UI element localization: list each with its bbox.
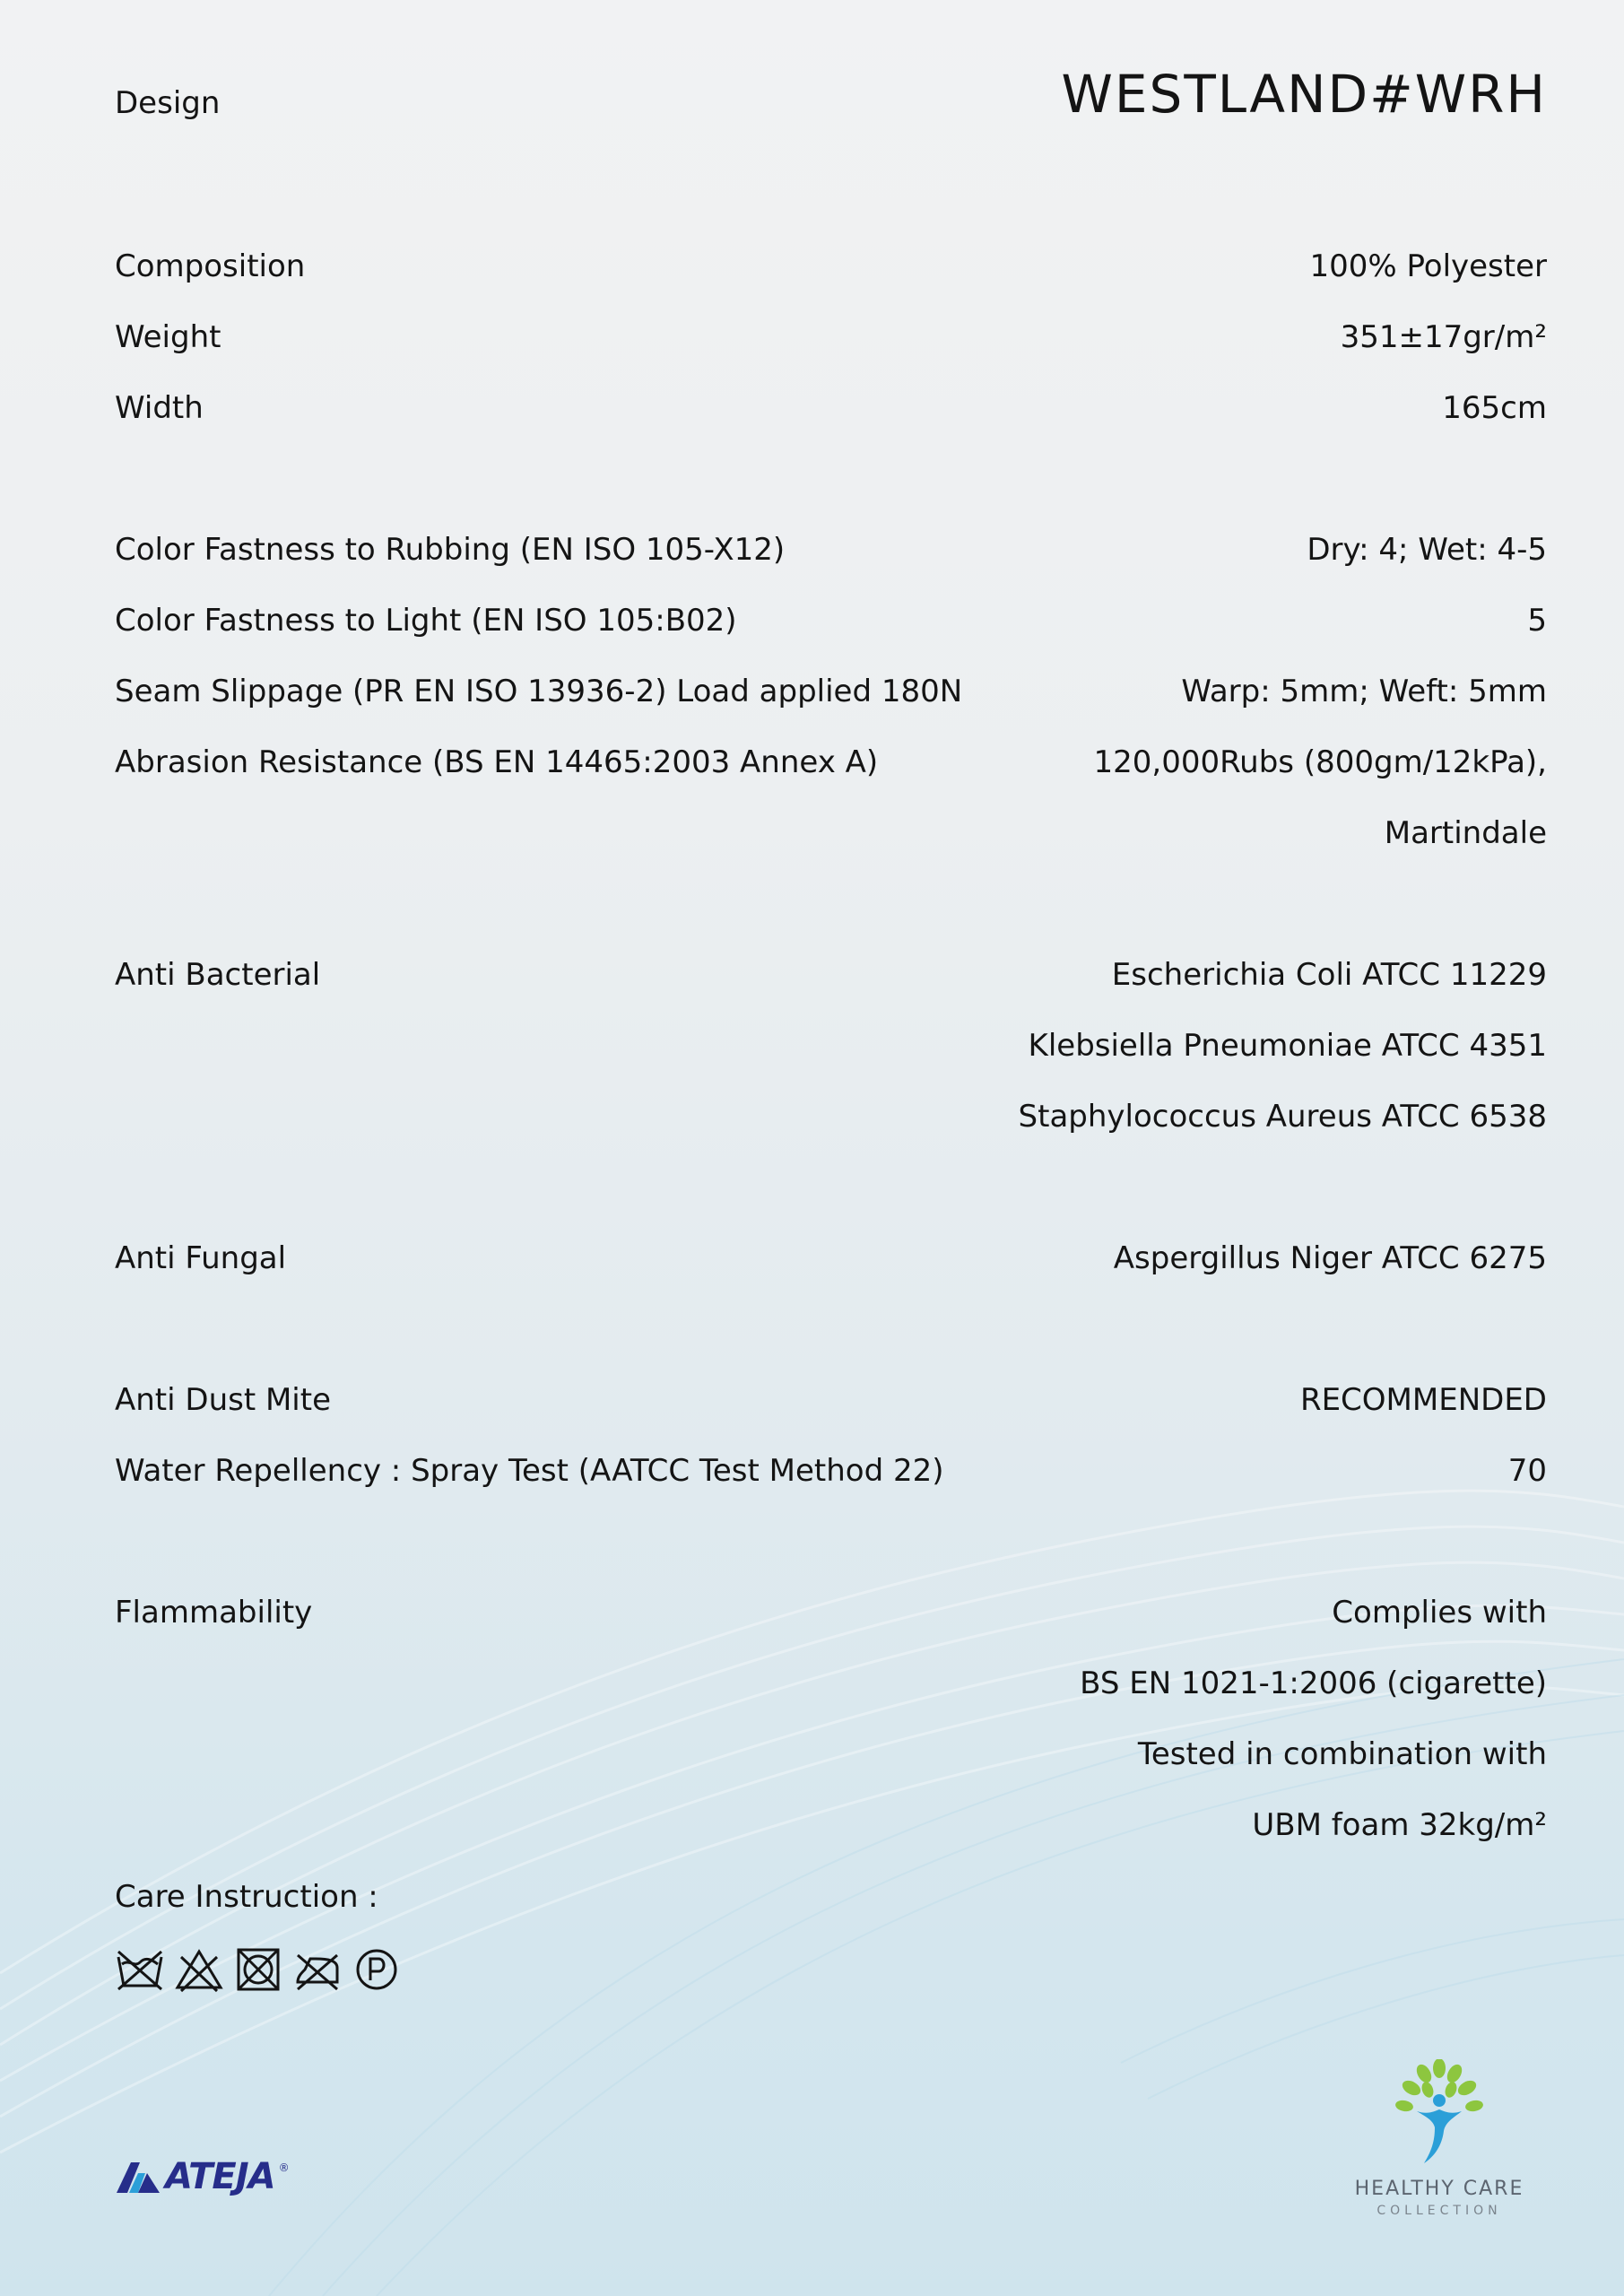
spec-label: Seam Slippage (PR EN ISO 13936-2) Load applied 180N <box>115 674 963 709</box>
spec-row-flammability-cont <box>115 1719 1547 1790</box>
spec-value: Complies with <box>1332 1595 1547 1631</box>
spec-value: RECOMMENDED <box>1299 1382 1547 1418</box>
spec-row-anti-bacterial <box>115 940 1547 1011</box>
spec-row-weight <box>115 302 1547 373</box>
spec-value: Martindale <box>1384 815 1547 851</box>
spec-value: UBM foam 32kg/m² <box>1252 1807 1547 1843</box>
professional-dry-clean-p-icon <box>352 1944 402 1995</box>
spec-row-width <box>115 373 1547 444</box>
spec-value: BS EN 1021-1:2006 (cigarette) <box>1080 1665 1547 1701</box>
spec-label: Width <box>115 390 204 426</box>
spec-label: Color Fastness to Light (EN ISO 105:B02) <box>115 603 737 639</box>
spec-value: Staphylococcus Aureus ATCC 6538 <box>1018 1099 1547 1135</box>
spec-label: Weight <box>115 319 221 355</box>
spec-row-composition <box>115 231 1547 302</box>
spec-value: 165cm <box>1442 390 1547 426</box>
ateja-logo <box>115 2156 290 2197</box>
registered-mark: ® <box>278 2161 290 2174</box>
do-not-wash-icon <box>115 1944 165 1995</box>
collection-subtitle: COLLECTION <box>1376 2204 1502 2218</box>
healthy-care-collection-logo <box>1332 2059 1547 2218</box>
tree-person-icon <box>1390 2059 1489 2167</box>
spec-row-rubbing-fastness <box>115 515 1547 586</box>
spec-row-abrasion-cont <box>115 798 1547 869</box>
care-instruction-title: Care Instruction : <box>115 1879 378 1915</box>
design-label: Design <box>115 85 221 121</box>
spec-value: 351±17gr/m² <box>1340 319 1547 355</box>
spec-row-flammability-cont <box>115 1648 1547 1719</box>
design-title: WESTLAND#WRH <box>1061 64 1547 125</box>
spec-value: Dry: 4; Wet: 4-5 <box>1307 532 1547 568</box>
spec-label: Anti Dust Mite <box>115 1382 332 1418</box>
spec-row-anti-dust-mite <box>115 1365 1547 1436</box>
spec-row-anti-fungal <box>115 1223 1547 1294</box>
spec-value: 70 <box>1507 1453 1547 1489</box>
spec-row-flammability <box>115 1578 1547 1648</box>
spec-label: Abrasion Resistance (BS EN 14465:2003 Annex A) <box>115 744 879 780</box>
collection-title: HEALTHY CARE <box>1354 2178 1524 2200</box>
spec-row-flammability-cont <box>115 1790 1547 1861</box>
spec-row-seam-slippage <box>115 657 1547 727</box>
spec-value: 5 <box>1527 603 1547 639</box>
spec-row-abrasion <box>115 727 1547 798</box>
spec-label: Water Repellency : Spray Test (AATCC Test Method 22) <box>115 1453 944 1489</box>
spec-value: Warp: 5mm; Weft: 5mm <box>1181 674 1547 709</box>
spec-label: Anti Bacterial <box>115 957 321 993</box>
spec-label: Flammability <box>115 1595 313 1631</box>
spec-value: 120,000Rubs (800gm/12kPa), <box>1093 744 1547 780</box>
spec-label: Anti Fungal <box>115 1240 287 1276</box>
spec-value: 100% Polyester <box>1309 248 1547 284</box>
spec-label: Color Fastness to Rubbing (EN ISO 105-X12) <box>115 532 786 568</box>
spec-row-light-fastness <box>115 586 1547 657</box>
spec-label: Composition <box>115 248 306 284</box>
do-not-tumble-dry-icon <box>233 1944 283 1995</box>
care-icons <box>115 1944 402 1995</box>
ateja-mark-icon <box>115 2159 161 2195</box>
do-not-bleach-icon <box>174 1944 224 1995</box>
spec-row-water-repellency <box>115 1436 1547 1507</box>
spec-row-anti-bacterial-cont <box>115 1082 1547 1152</box>
spec-value: Escherichia Coli ATCC 11229 <box>1111 957 1547 993</box>
spec-sheet <box>115 0 1547 2296</box>
spec-value: Klebsiella Pneumoniae ATCC 4351 <box>1028 1028 1547 1064</box>
spec-row-anti-bacterial-cont <box>115 1011 1547 1082</box>
brand-logo-text: ATEJA <box>165 2156 275 2197</box>
spec-value: Aspergillus Niger ATCC 6275 <box>1113 1240 1547 1276</box>
spec-value: Tested in combination with <box>1137 1736 1547 1772</box>
do-not-iron-icon <box>292 1944 343 1995</box>
